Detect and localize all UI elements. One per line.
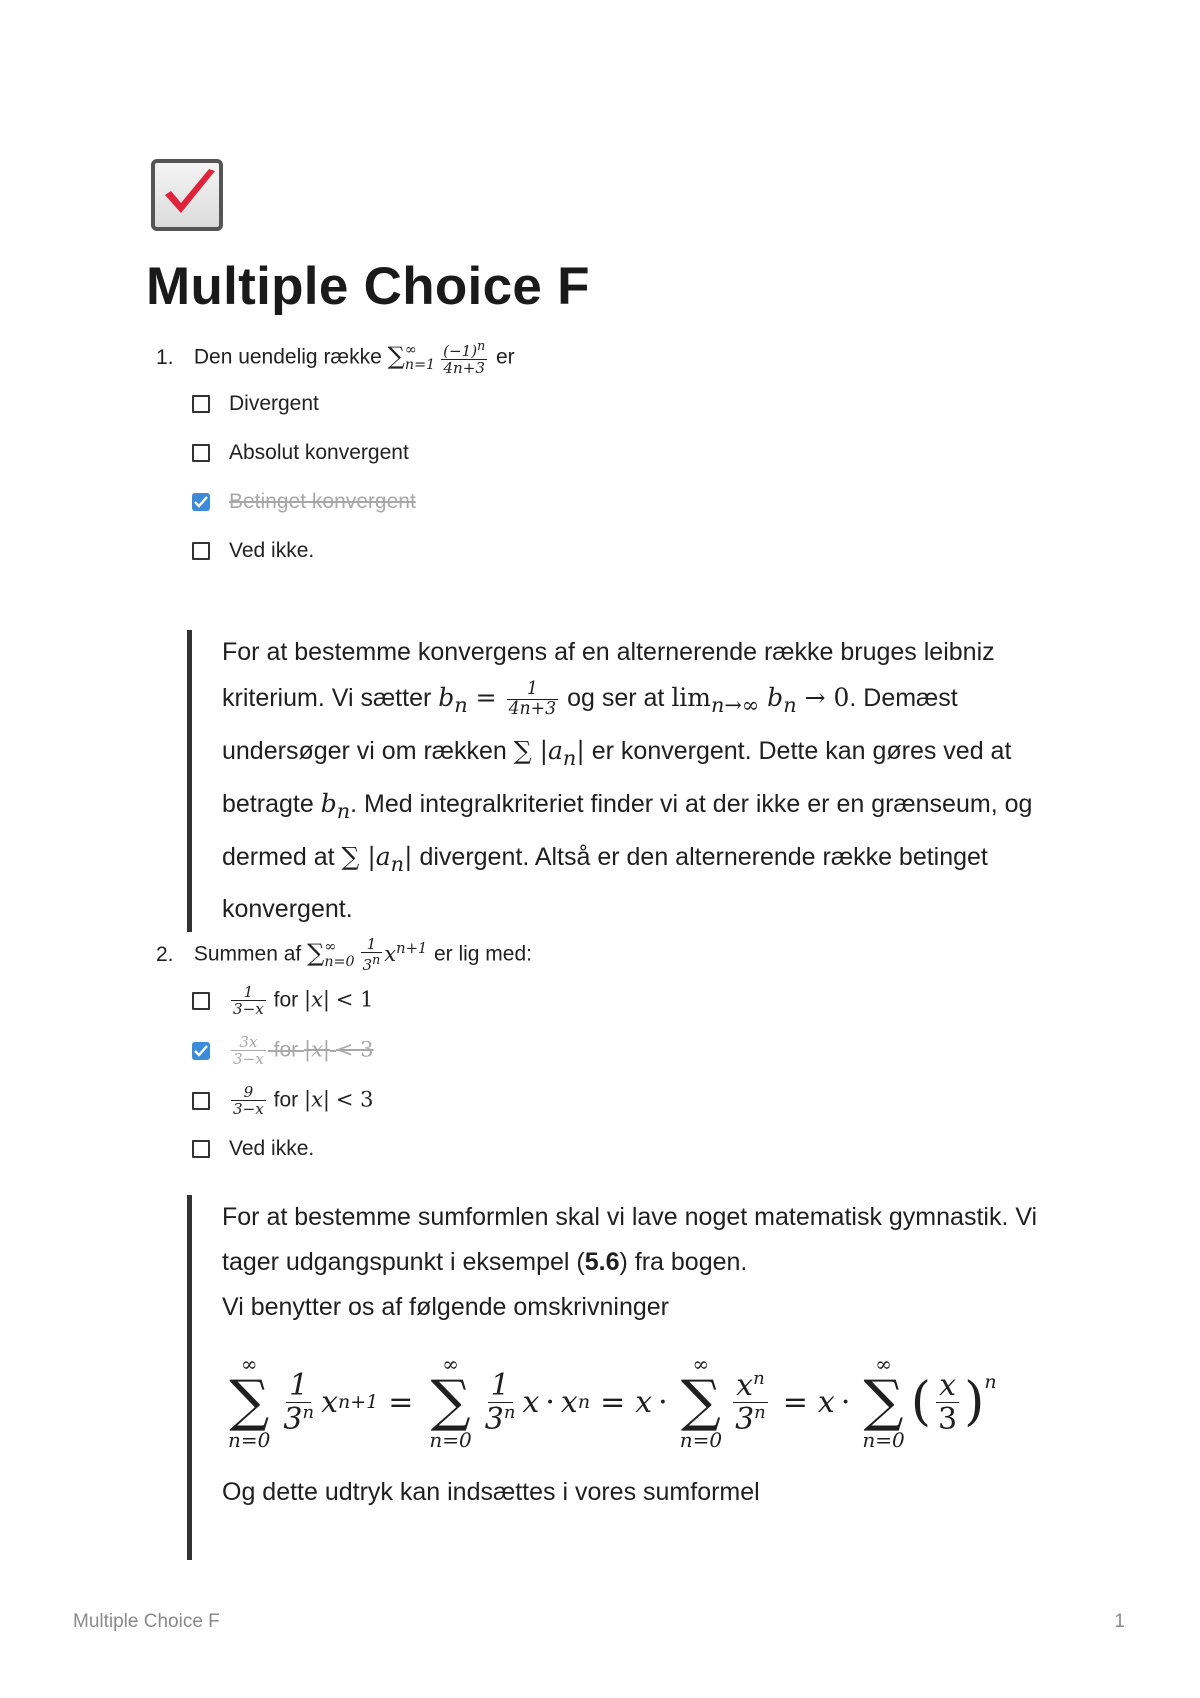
option-betinget-konvergent[interactable]: [192, 489, 416, 515]
question-number: 1.: [156, 345, 174, 369]
explanation-text: Vi benytter os af følgende omskrivninger: [222, 1293, 669, 1321]
check-mark-box-icon: [151, 159, 223, 231]
series-formula: ∑ ∞ n=0 $\frac{1}{3^n}$ $x^{n+1}$: [307, 935, 428, 975]
option-ved-ikke[interactable]: [192, 538, 314, 564]
example-reference: 5.6: [584, 1248, 620, 1276]
question-suffix: er lig med:: [433, 942, 532, 966]
explanation-1: For at bestemme konvergens af en alternerende række bruges leibniz kriterium. Vi sætter $b_n$ = $\frac{1}{4n+3}$ og ser at $\lim_{n\to\infty} b_n \to 0$. Demæst undersøger vi om rækken ∑ $|a_n|$ er konvergent. Dette kan gøres ved at betragte $b_n$. Med integralkriteriet finder vi at der ikke er en grænseum, og dermed at ∑ $|a_n|$ divergent. Altså er den alternerende række betinget konvergent.: [187, 630, 1042, 932]
option-divergent[interactable]: [192, 391, 319, 417]
checkbox[interactable]: [192, 992, 210, 1010]
page-title: Multiple Choice F: [146, 257, 590, 316]
explanation-text: og ser at: [567, 684, 665, 712]
checkbox[interactable]: [192, 1092, 210, 1110]
option-label: Divergent: [229, 392, 319, 415]
option-label: Ved ikke.: [229, 1137, 315, 1160]
explanation-text: er konvergent. Dette kan gøres ved at betragte: [222, 737, 1012, 818]
explanation-2: [187, 1195, 1042, 1560]
question-number: 2.: [156, 942, 174, 966]
checkbox[interactable]: [192, 542, 210, 560]
option-1-over-3-minus-x[interactable]: [192, 982, 374, 1018]
option-label: Absolut konvergent: [229, 441, 409, 464]
option-3x-over-3-minus-x[interactable]: [192, 1032, 374, 1068]
explanation-text: For at bestemme sumformlen skal vi lave noget matematisk gymnastik. Vi tager udgangspunkt i eksempel (: [222, 1203, 1038, 1276]
series-formula: ∑ ∞ n=1 $\frac{(-1)^n}{4n+3}$: [387, 338, 486, 378]
option-label: $\frac{9}{3-x}$ for |x| < 3: [233, 1082, 374, 1118]
checkbox[interactable]: [192, 1140, 210, 1158]
option-label: Ved ikke.: [229, 539, 315, 562]
option-absolut-konvergent[interactable]: [192, 440, 409, 466]
option-label: $\frac{1}{3-x}$ for |x| < 1: [233, 982, 374, 1018]
question-suffix: er: [495, 345, 515, 369]
footer-title: Multiple Choice F: [73, 1611, 220, 1632]
explanation-text: ) fra bogen.: [619, 1248, 748, 1276]
option-9-over-3-minus-x[interactable]: [192, 1082, 374, 1118]
checkbox[interactable]: [192, 444, 210, 462]
explanation-text: For at bestemme konvergens af en alternerende række bruges leibniz kriterium. Vi sætter: [222, 638, 995, 712]
explanation-text: divergent. Altså er den alternerende række betinget konvergent.: [222, 843, 988, 923]
checkbox-checked[interactable]: [192, 1042, 210, 1060]
explanation-text: . Demæst undersøger vi om rækken: [222, 684, 958, 765]
explanation-text: Og dette udtryk kan indsættes i vores sumformel: [222, 1478, 760, 1506]
question-1: [156, 340, 515, 376]
option-label: Betinget konvergent: [229, 490, 416, 513]
explanation-text: . Med integralkriteriet finder vi at der ikke er en grænseum, og dermed at: [222, 790, 1033, 871]
display-equation: ∞ ∑ n=0 1 3$^n$ x n+1 = ∞ ∑ n=0 1 3$^n$ x · x n = x · ∞ ∑ n=0 $\frac{x^n}{3^n}$ = x · ∞ ∑ n=0 ( x 3 ) $^n$: [228, 1352, 997, 1452]
option-ved-ikke-2[interactable]: [192, 1136, 314, 1162]
question-2: [156, 937, 532, 973]
option-label: $\frac{3x}{3-x}$ for |x| < 3: [233, 1032, 374, 1068]
page-number: 1: [1114, 1611, 1125, 1632]
question-prefix: Den uendelig række: [193, 345, 382, 369]
question-prefix: Summen af: [193, 942, 302, 966]
checkbox[interactable]: [192, 395, 210, 413]
checkbox-checked[interactable]: [192, 493, 210, 511]
